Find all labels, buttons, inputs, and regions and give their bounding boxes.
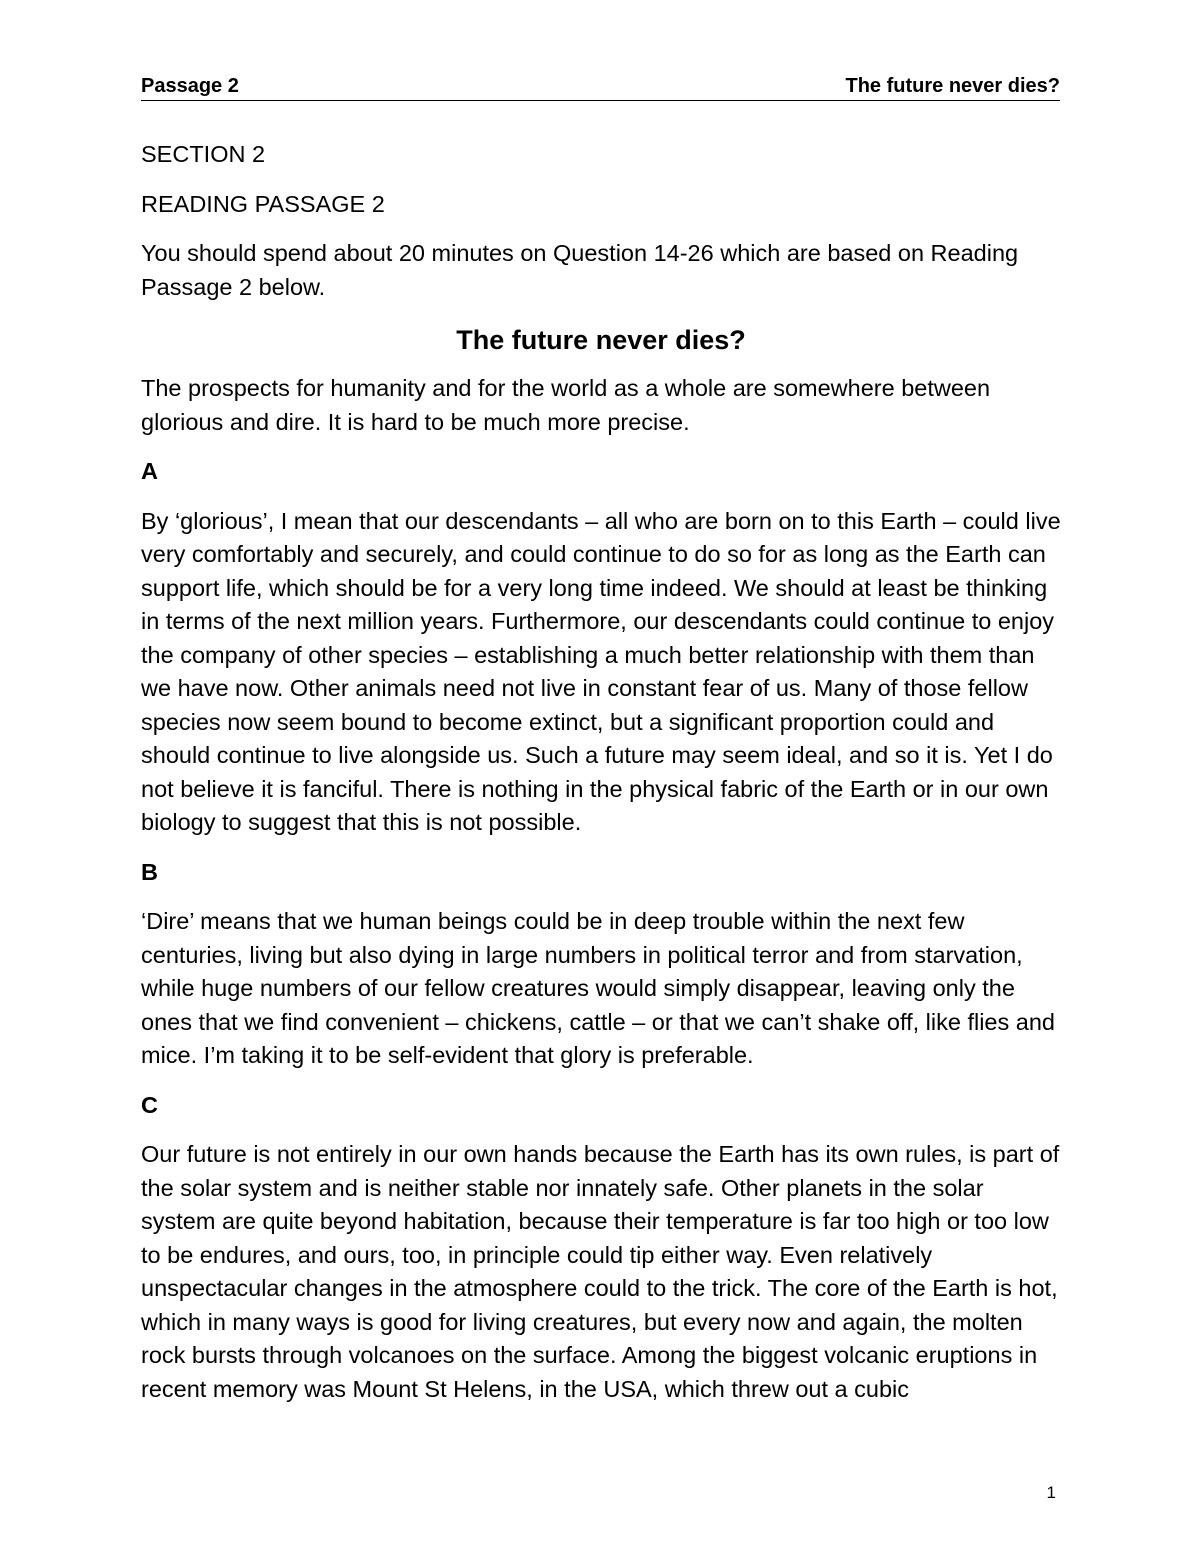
header-title: The future never dies? bbox=[845, 75, 1060, 97]
passage-title: The future never dies? bbox=[456, 325, 746, 355]
running-header bbox=[141, 72, 1060, 101]
passage-label: READING PASSAGE 2 bbox=[141, 190, 385, 217]
section-c-letter: C bbox=[141, 1091, 158, 1118]
section-c-paragraph: Our future is not entirely in our own hands because the Earth has its own rules, is part of the solar system and is neither stable nor innately safe. Other planets in the solar system are quite beyond habitation, because their temperature is far too high or too low to be endures, and ours, too, in principle could tip either way. Even relatively unspectacular changes in the atmosphere could to the trick. The core of the Earth is hot, which in many ways is good for living creatures, but every now and again, the molten rock bursts through volcanoes on the surface. Among the biggest volcanic eruptions in recent memory was Mount St Helens, in the USA, which threw out a cubic bbox=[141, 1141, 1060, 1402]
section-a-paragraph: By ‘glorious’, I mean that our descendants – all who are born on to this Earth – could live very comfortably and securely, and could continue to do so for as long as the Earth can support life, which should be for a very long time indeed. We should at least be thinking in terms of the next million years. Furthermore, our descendants could continue to enjoy the company of other species – establishing a much better relationship with them than we have now. Other animals need not live in constant fear of us. Many of those fellow species now seem bound to become extinct, but a significant proportion could and should continue to live alongside us. Such a future may seem ideal, and so it is. Yet I do not believe it is fanciful. There is nothing in the physical fabric of the Earth or in our own biology to suggest that this is not possible. bbox=[141, 507, 1061, 835]
section-b-letter: B bbox=[141, 858, 158, 885]
section-label: SECTION 2 bbox=[141, 141, 266, 167]
instructions: You should spend about 20 minutes on Question 14-26 which are based on Reading Passage 2 below. bbox=[141, 240, 1019, 300]
passage-body bbox=[141, 138, 1061, 1422]
intro-paragraph: The prospects for humanity and for the world as a whole are somewhere between glorious and dire. It is hard to be much more precise. bbox=[141, 375, 991, 435]
page-number: 1 bbox=[1046, 1483, 1056, 1502]
section-b-paragraph: ‘Dire’ means that we human beings could be in deep trouble within the next few centuries, living but also dying in large numbers in political terror and from starvation, while huge numbers of our fellow creatures would simply disappear, leaving only the ones that we find convenient – chickens, cattle – or that we can’t shake off, like flies and mice. I’m taking it to be self-evident that glory is preferable. bbox=[141, 908, 1055, 1068]
section-a-letter: A bbox=[141, 458, 158, 484]
header-passage-label: Passage 2 bbox=[141, 75, 239, 97]
